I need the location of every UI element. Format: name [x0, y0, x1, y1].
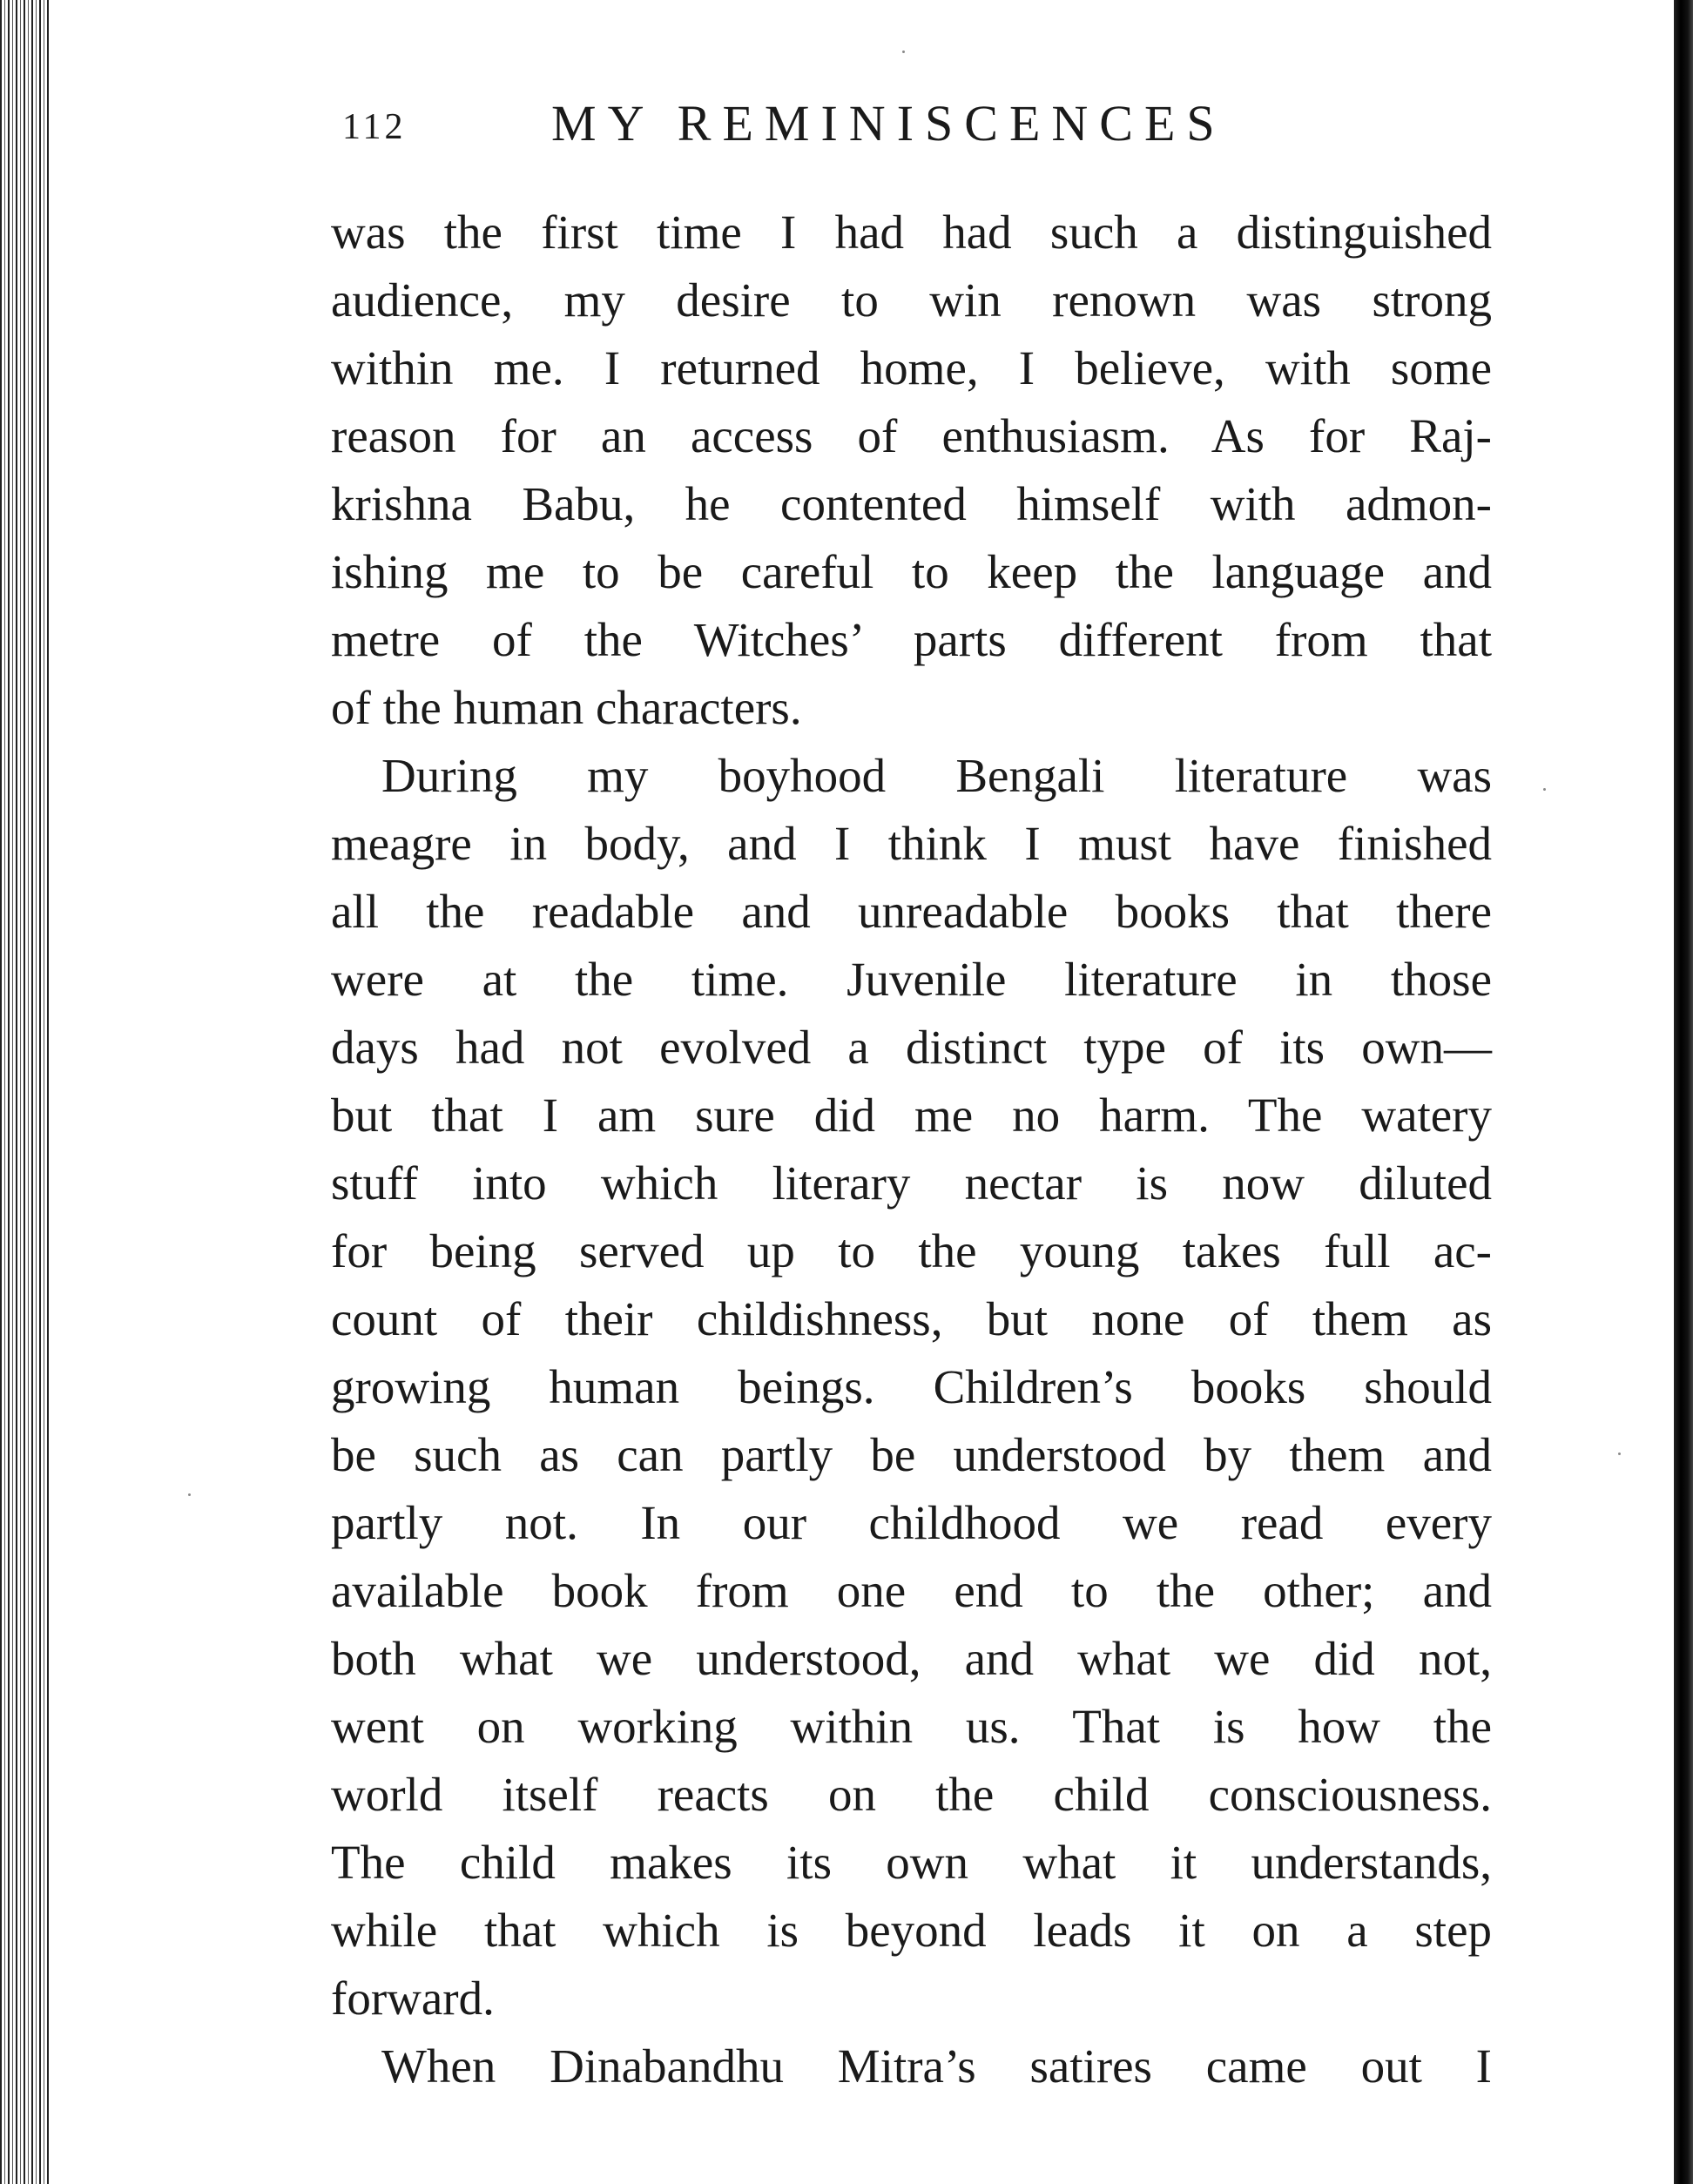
text-line: stuff into which literary nectar is now diluted — [331, 1156, 1492, 1210]
paragraph-3 — [331, 2032, 1492, 2100]
text-line: both what we understood, and what we did not, — [331, 1632, 1492, 1685]
text-line: reason for an access of enthusiasm. As for Raj- — [331, 409, 1492, 462]
text-line: was the first time I had had such a distinguished — [331, 206, 1492, 259]
running-title: MY REMINISCENCES — [551, 95, 1226, 152]
text-line: but that I am sure did me no harm. The watery — [331, 1089, 1492, 1142]
text-line: audience, my desire to win renown was strong — [331, 273, 1492, 327]
text-line: world itself reacts on the child consciousness. — [331, 1768, 1492, 1821]
body-text — [331, 199, 1492, 2100]
scan-speck — [902, 51, 905, 53]
scan-speck — [1618, 1453, 1621, 1455]
text-line: When Dinabandhu Mitra’s satires came out I — [381, 2039, 1492, 2093]
text-line: be such as can partly be understood by them and — [331, 1428, 1492, 1481]
text-line: growing human beings. Children’s books should — [331, 1360, 1492, 1413]
text-line: were at the time. Juvenile literature in those — [331, 953, 1492, 1006]
text-line: During my boyhood Bengali literature was — [381, 749, 1492, 802]
text-line: went on working within us. That is how the — [331, 1700, 1492, 1753]
text-line: within me. I returned home, I believe, with some — [331, 341, 1492, 394]
text-line: ishing me to be careful to keep the language and — [331, 545, 1492, 598]
text-line: of the human characters. — [331, 681, 802, 734]
text-line: days had not evolved a distinct type of its own— — [331, 1021, 1492, 1074]
page-edge — [1669, 0, 1693, 2184]
text-line: meagre in body, and I think I must have finished — [331, 817, 1492, 870]
text-line: partly not. In our childhood we read every — [331, 1496, 1492, 1549]
text-line: available book from one end to the other; and — [331, 1564, 1492, 1617]
text-line: The child makes its own what it understands, — [331, 1836, 1492, 1889]
paragraph-1 — [331, 199, 1492, 742]
paragraph-2 — [331, 742, 1492, 2032]
text-line: forward. — [331, 1972, 495, 2025]
text-line: metre of the Witches’ parts different from that — [331, 613, 1492, 666]
text-line: all the readable and unreadable books that there — [331, 885, 1492, 938]
binding-edge — [0, 0, 51, 2184]
text-line: while that which is beyond leads it on a step — [331, 1904, 1492, 1957]
text-line: count of their childishness, but none of them as — [331, 1292, 1492, 1345]
scan-speck — [188, 1493, 191, 1496]
text-line: for being served up to the young takes full ac- — [331, 1224, 1492, 1277]
page-header — [342, 94, 1492, 155]
scan-speck — [1543, 788, 1546, 791]
text-line: krishna Babu, he contented himself with admon- — [331, 477, 1492, 530]
page-number: 112 — [342, 107, 407, 147]
